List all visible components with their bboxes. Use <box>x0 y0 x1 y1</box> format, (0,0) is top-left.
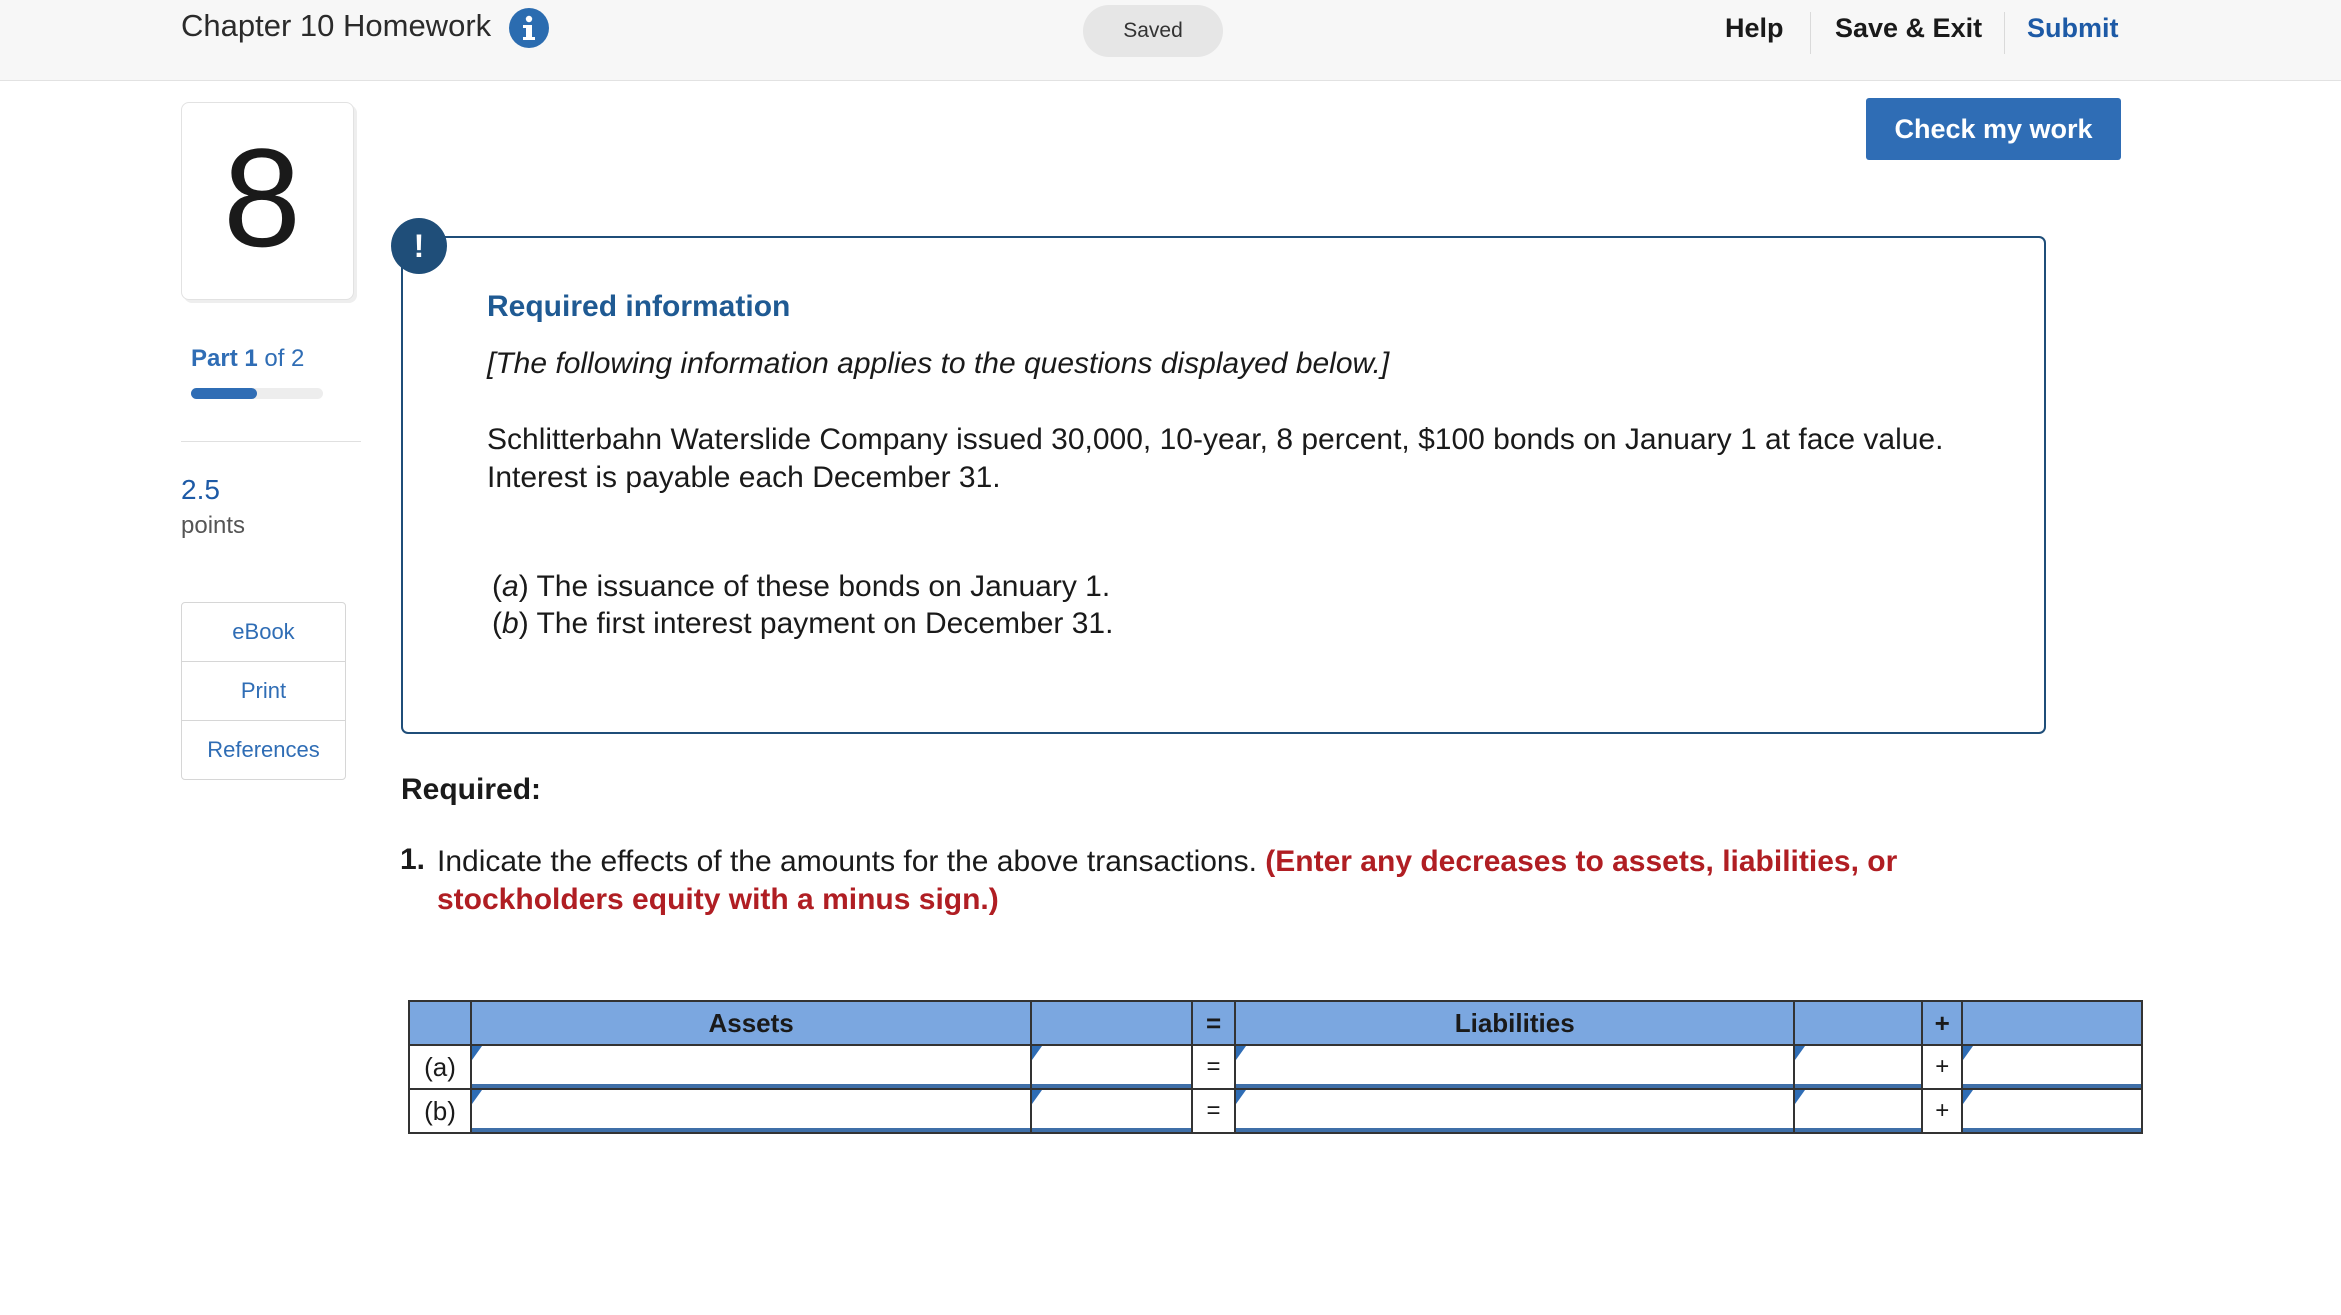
item-letter: b <box>502 607 519 640</box>
check-my-work-button[interactable]: Check my work <box>1866 98 2121 160</box>
header-blank <box>1794 1001 1922 1045</box>
liabilities-account-cell <box>1794 1089 1922 1133</box>
liabilities-amount-input[interactable] <box>1236 1046 1793 1082</box>
assets-account-input[interactable] <box>1032 1046 1191 1082</box>
assets-cell <box>471 1045 1031 1089</box>
print-button[interactable]: Print <box>182 662 345 721</box>
equity-cell <box>1962 1045 2142 1089</box>
saved-status-badge: Saved <box>1083 5 1223 57</box>
question-number: 8 <box>223 119 301 276</box>
accounting-equation-table-wrapper <box>408 1000 2143 1134</box>
header-plus: + <box>1922 1001 1962 1045</box>
accounting-equation-table <box>408 1000 2143 1134</box>
row-label: (a) <box>409 1045 471 1089</box>
plus-sign: + <box>1922 1089 1962 1133</box>
liabilities-amount-input[interactable] <box>1236 1090 1793 1126</box>
ebook-button[interactable]: eBook <box>182 603 345 662</box>
info-icon[interactable] <box>509 8 549 48</box>
required-item-b: (b) The first interest payment on December 31. <box>492 607 1114 640</box>
points-value: 2.5 <box>181 474 220 505</box>
save-exit-link[interactable]: Save & Exit <box>1835 13 1983 43</box>
assets-amount-input[interactable] <box>472 1090 1030 1126</box>
part-indicator <box>191 345 304 373</box>
submit-link[interactable]: Submit <box>2027 13 2119 43</box>
help-link[interactable]: Help <box>1725 13 1784 43</box>
equity-cell <box>1962 1089 2142 1133</box>
item-text: The first interest payment on December 31. <box>536 607 1114 640</box>
part-current: Part 1 <box>191 345 258 372</box>
question-1-prompt: Indicate the effects of the amounts for the above transactions. <box>437 845 1257 878</box>
row-label: (b) <box>409 1089 471 1133</box>
alert-icon: ! <box>391 218 447 274</box>
header-stockholders-equity <box>1962 1001 2142 1045</box>
question-1-instruction: (Enter any decreases to assets, liabilities, or stockholders equity with a minus sign.) <box>437 845 1898 916</box>
required-info-body: Schlitterbahn Waterslide Company issued 30,000, 10-year, 8 percent, $100 bonds on January 1 at face value. Interest is payable each December 31. <box>487 423 1944 494</box>
question-1-text <box>437 843 1997 919</box>
header-blank <box>1031 1001 1192 1045</box>
left-divider <box>181 441 361 442</box>
header-assets: Assets <box>471 1001 1031 1045</box>
equals-sign: = <box>1192 1089 1235 1133</box>
liabilities-cell <box>1235 1089 1794 1133</box>
resource-buttons <box>181 602 346 780</box>
item-text: The issuance of these bonds on January 1. <box>536 570 1111 603</box>
liabilities-account-cell <box>1794 1045 1922 1089</box>
top-header <box>0 0 2341 81</box>
required-heading: Required: <box>401 773 542 806</box>
table-row <box>409 1089 2142 1133</box>
liabilities-account-input[interactable] <box>1795 1090 1921 1126</box>
table-clip <box>408 1000 2143 1134</box>
required-info-note: [The following information applies to the questions displayed below.] <box>487 347 1390 380</box>
table-header-row <box>409 1001 2142 1045</box>
header-liabilities: Liabilities <box>1235 1001 1794 1045</box>
assets-cell <box>471 1089 1031 1133</box>
liabilities-cell <box>1235 1045 1794 1089</box>
assignment-title: Chapter 10 Homework <box>181 8 492 43</box>
references-button[interactable]: References <box>207 737 320 762</box>
item-letter: a <box>502 570 519 603</box>
assets-account-input[interactable] <box>1032 1090 1191 1126</box>
part-progress-bar <box>191 388 323 399</box>
equals-sign: = <box>1192 1045 1235 1089</box>
nav-divider <box>1810 12 1811 54</box>
question-number-card <box>181 102 354 300</box>
assets-account-cell <box>1031 1045 1192 1089</box>
question-1-number: 1. <box>400 843 426 876</box>
part-total: of 2 <box>264 345 305 372</box>
assets-account-cell <box>1031 1089 1192 1133</box>
equity-amount-input[interactable] <box>1963 1090 2141 1126</box>
header-equals: = <box>1192 1001 1235 1045</box>
nav-divider <box>2004 12 2005 54</box>
points-label: points <box>181 512 246 539</box>
table-row <box>409 1045 2142 1089</box>
liabilities-account-input[interactable] <box>1795 1046 1921 1082</box>
header-row-label <box>409 1001 471 1045</box>
plus-sign: + <box>1922 1045 1962 1089</box>
assets-amount-input[interactable] <box>472 1046 1030 1082</box>
equity-amount-input[interactable] <box>1963 1046 2141 1082</box>
part-progress-fill <box>191 388 257 399</box>
required-info-title: Required information <box>487 290 791 323</box>
required-item-a: (a) The issuance of these bonds on January 1. <box>492 570 1111 603</box>
